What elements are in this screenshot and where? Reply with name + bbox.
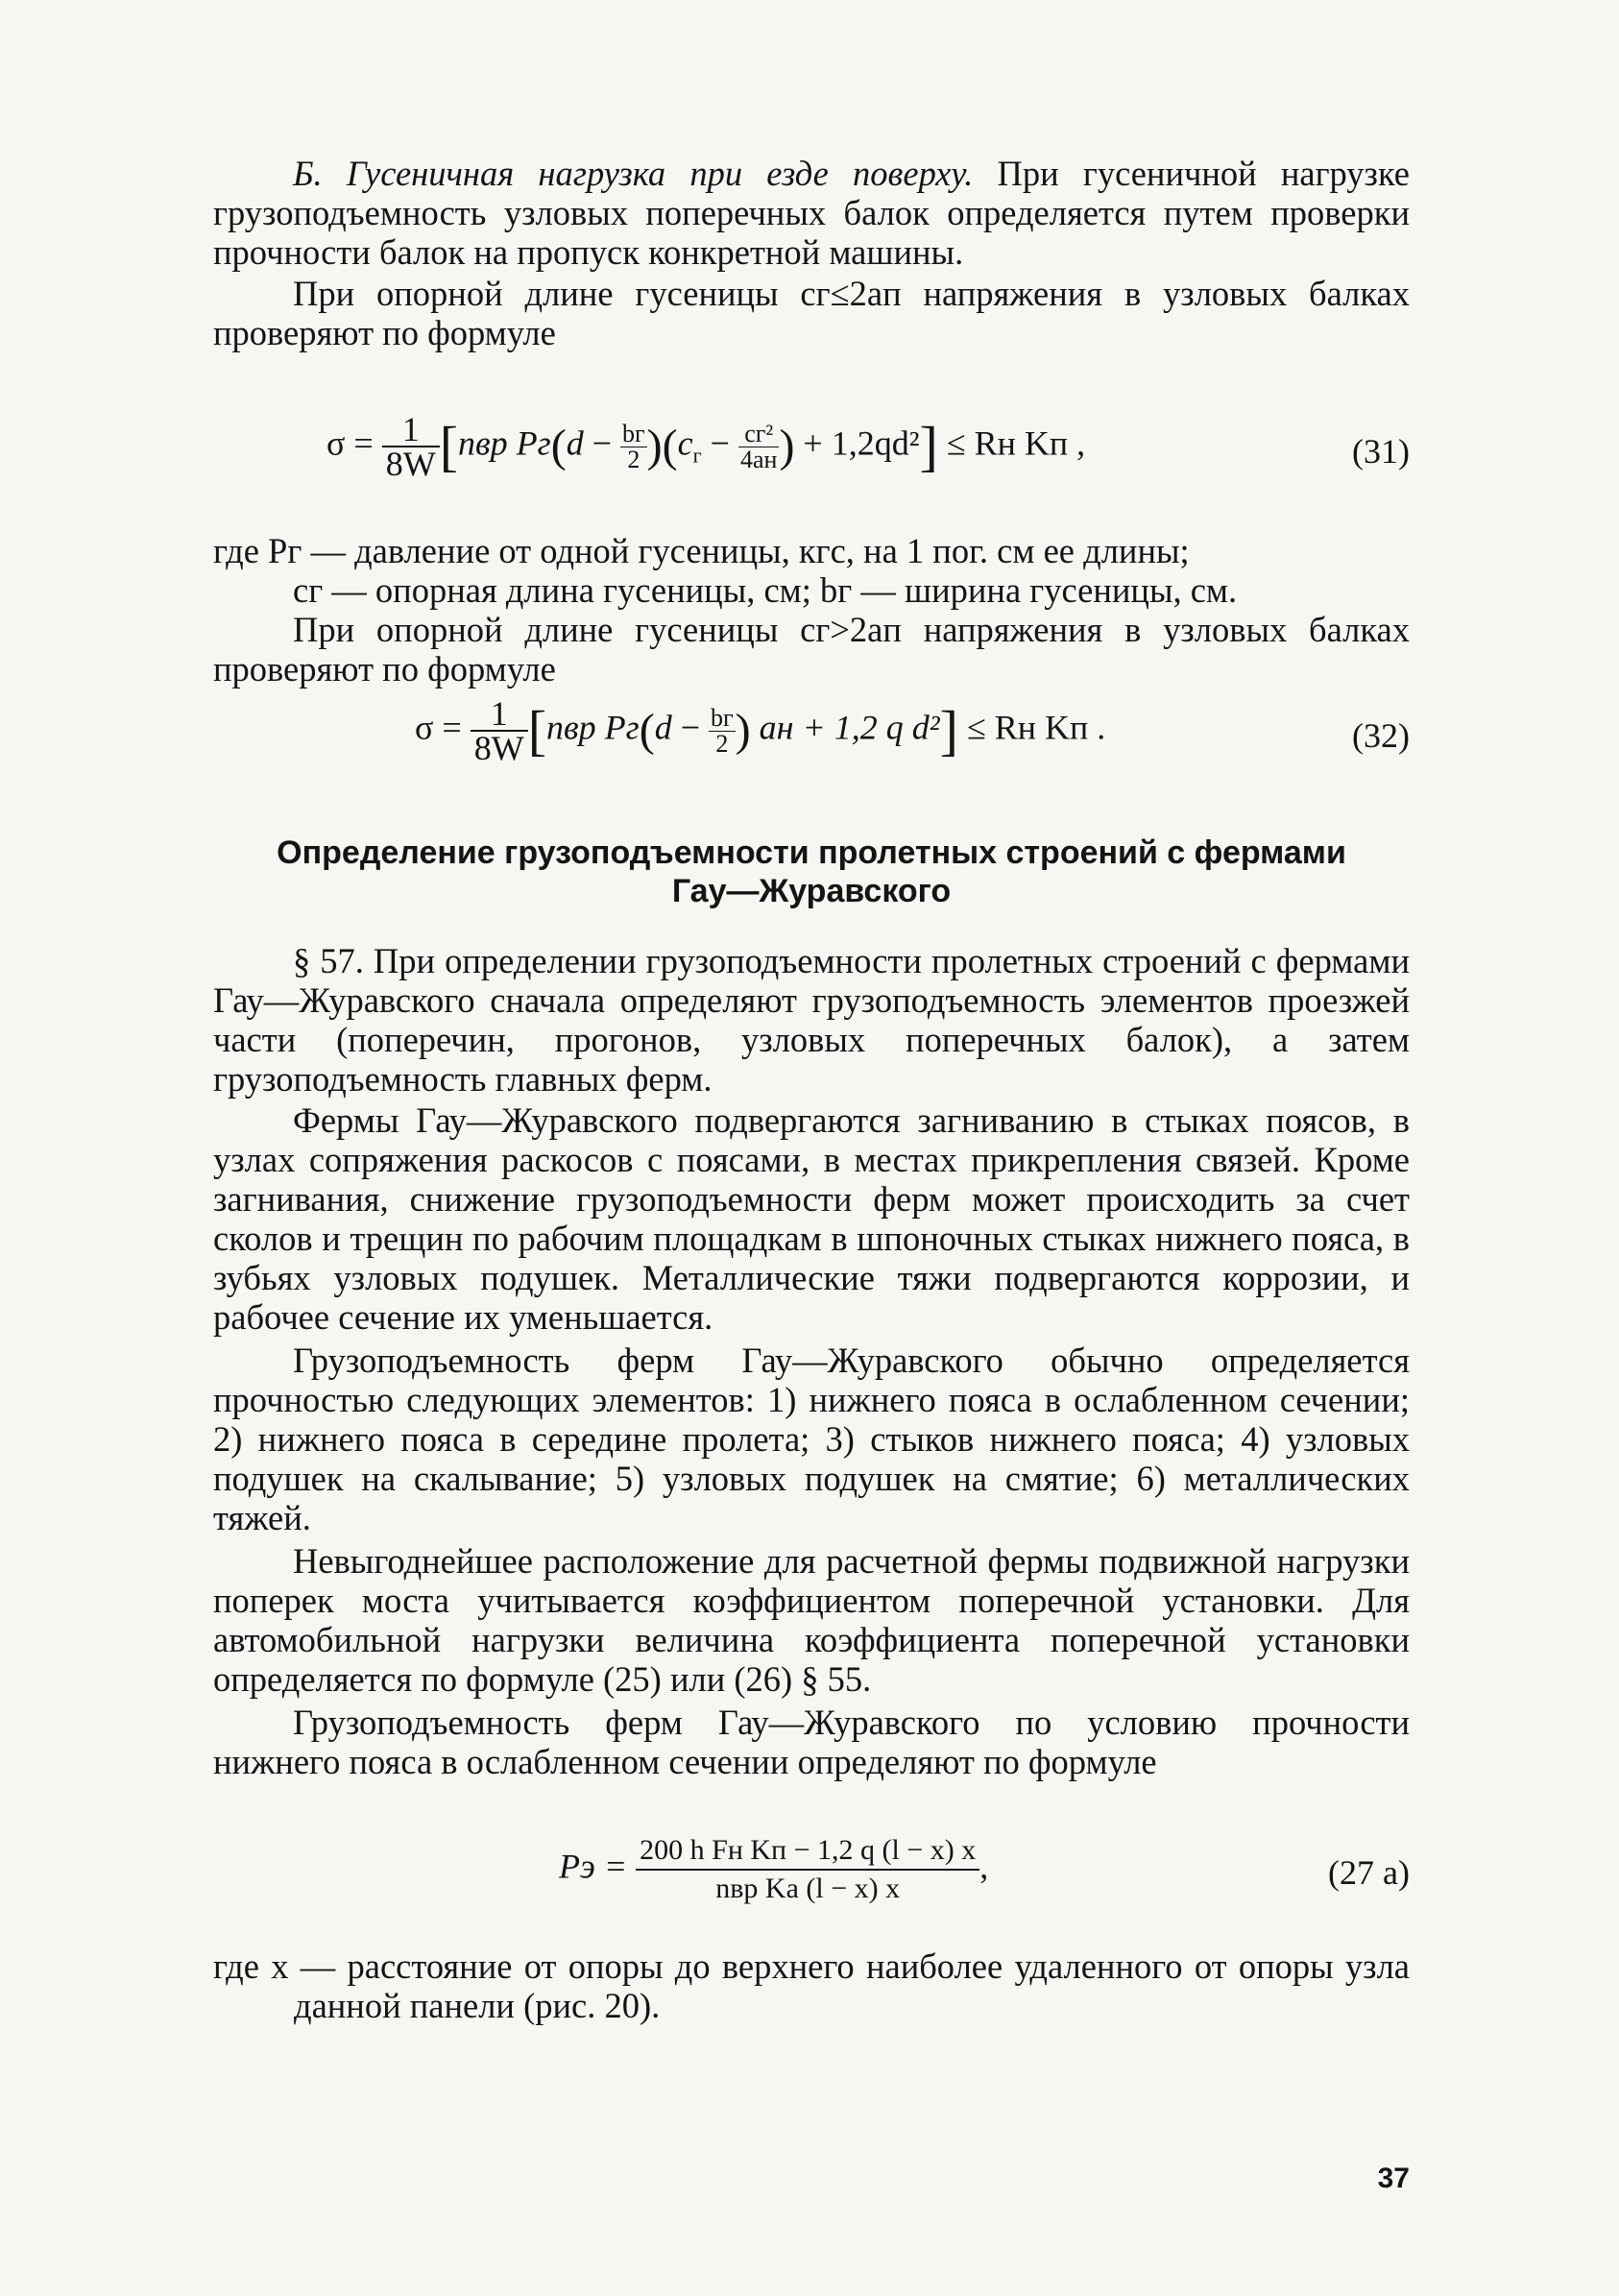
formula-32-number: (32) xyxy=(1352,716,1410,755)
section-b xyxy=(213,154,1410,352)
section-b-paragraph xyxy=(213,154,1410,272)
formula-31-coef: $\frac{1}{8W}$ xyxy=(382,413,440,480)
section-heading-line-2: Гау—Журавского xyxy=(671,873,952,909)
body-text xyxy=(213,941,1410,1781)
paragraph-track-gt: При опорной длине гусеницы cг>2aп напряжения в узловых балках проверяют по формуле xyxy=(213,610,1410,689)
section-heading xyxy=(213,834,1410,910)
where-31-line-1: где Pг — давление от одной гусеницы, кгс, на 1 пог. см ее длины; xyxy=(213,531,1190,570)
formula-32-coef: $\frac{1}{8W}$ xyxy=(471,697,528,764)
section-b-text: При гусеничной нагрузке грузоподъемность узловых поперечных балок определяется путем проверки прочности балок на пропуск конкретной машины. xyxy=(213,154,1410,272)
where-27a-text: где x — расстояние от опоры до верхнего наиболее удаленного от опоры узла данной панели (рис. 20). xyxy=(213,1946,1410,2025)
section-heading-line-1: Определение грузоподъемности пролетных строений с фермами xyxy=(277,834,1346,871)
where-31 xyxy=(213,531,1410,689)
formula-31-body: σ = $\frac{1}{8W}$ [nвр Pг(d − $\frac{bг}{2}$ )($c_г$ − $\frac{\text{cг²}}{4aн}$ ) + 1,2qd²] ≤ Rн Kп , xyxy=(326,410,1086,483)
where-31-line-2: cг — опорная длина гусеницы, см; bг — ширина гусеницы, см. xyxy=(293,570,1238,610)
formula-31 xyxy=(213,411,1410,492)
formula-31-number: (31) xyxy=(1352,432,1410,471)
formula-27a-number: (27 а) xyxy=(1328,1853,1410,1892)
paragraph-57: § 57. При определении грузоподъемности пролетных строений с фермами Гау—Журавского сначала определяют грузоподъемность элементов проезжей части (поперечин, прогонов, узловых поперечных балок), а затем грузоподъемность главных ферм. xyxy=(213,941,1410,1099)
paragraph-track-le: При опорной длине гусеницы cг≤2aп напряжения в узловых балках проверяют по формуле xyxy=(213,274,1410,352)
formula-27a-fraction: $\frac{\text{200 h Fн Kп − 1,2 q (l − x) x}}{\text{nвр Ka (l − x) x}}$ xyxy=(636,1832,979,1907)
paragraph-placement: Невыгоднейшее расположение для расчетной фермы подвижной нагрузки поперек моста учитывается коэффициентом поперечной установки. Для автомобильной нагрузки величина коэффициента поперечной установки определяется по формуле (25) или (26) § 55. xyxy=(213,1541,1410,1699)
formula-32 xyxy=(213,695,1410,776)
formula-32-body: σ = $\frac{1}{8W}$ [nвр Pг(d − $\frac{bг}{2}$ ) aн + 1,2 q d²] ≤ Rн Kп . xyxy=(415,694,1106,767)
formula-27a-body: Pэ = $\frac{\text{200 h Fн Kп − 1,2 q (l − x) x}}{\text{nвр Ka (l − x) x}}$ , xyxy=(559,1832,988,1907)
paragraph-elements: Грузоподъемность ферм Гау—Журавского обычно определяется прочностью следующих элементов: 1) нижнего пояса в ослабленном сечении; 2) нижнего пояса в середине пролета; 3) стыков нижнего пояса; 4) узловых подушек на скалывание; 5) узловых подушек на смятие; 6) металлических тяжей. xyxy=(213,1341,1410,1537)
where-27a xyxy=(213,1946,1410,2025)
page-number: 37 xyxy=(1377,2163,1410,2194)
section-b-lead: Б. Гусеничная нагрузка при езде поверху. xyxy=(293,154,974,193)
paragraph-formula-intro: Грузоподъемность ферм Гау—Журавского по условию прочности нижнего пояса в ослабленном сечении определяют по формуле xyxy=(213,1703,1410,1781)
paragraph-decay: Фермы Гау—Журавского подвергаются загниванию в стыках поясов, в узлах сопряжения раскосов с поясами, в местах прикрепления связей. Кроме загнивания, снижение грузоподъемности ферм может происходить за счет сколов и трещин по рабочим площадкам в шпоночных стыках нижнего пояса, в зубьях узловых подушек. Металлические тяжи подвергаются коррозии, и рабочее сечение их уменьшается. xyxy=(213,1100,1410,1337)
formula-27a xyxy=(213,1830,1410,1917)
